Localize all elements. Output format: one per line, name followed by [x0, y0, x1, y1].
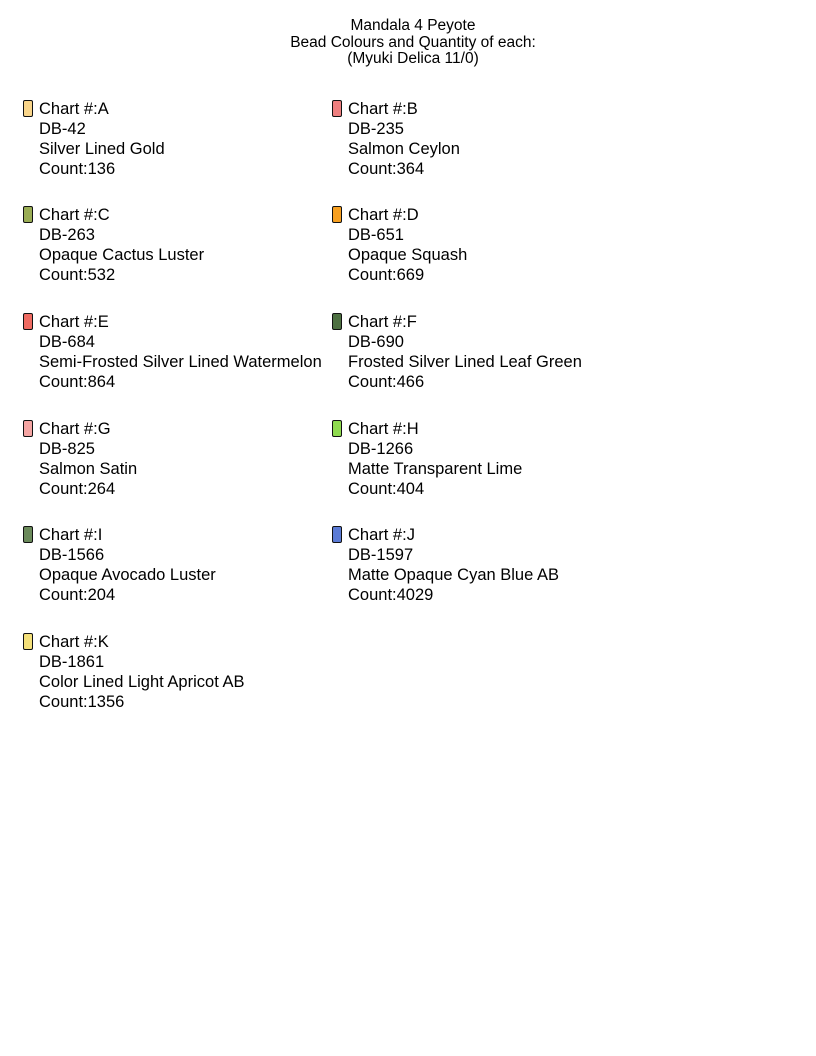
chart-label: Chart #:E — [39, 313, 109, 331]
bead-code: DB-690 — [348, 333, 404, 351]
chart-label: Chart #:F — [348, 313, 417, 331]
page-header — [0, 18, 816, 68]
bead-entry-i — [39, 525, 216, 605]
bead-code: DB-684 — [39, 333, 95, 351]
bead-entry-b — [348, 99, 460, 179]
bead-name: Matte Opaque Cyan Blue AB — [348, 566, 559, 584]
chart-label: Chart #:B — [348, 100, 418, 118]
bead-name: Silver Lined Gold — [39, 140, 165, 158]
bead-name: Opaque Avocado Luster — [39, 566, 216, 584]
page-note: (Myuki Delica 11/0) — [347, 50, 479, 67]
color-swatch — [23, 206, 33, 223]
color-swatch — [332, 100, 342, 117]
bead-count: Count:404 — [348, 480, 425, 498]
bead-name: Opaque Cactus Luster — [39, 246, 205, 264]
color-swatch — [332, 206, 342, 223]
bead-code: DB-1566 — [39, 546, 105, 564]
color-swatch — [23, 526, 33, 543]
bead-count: Count:466 — [348, 373, 425, 391]
bead-name: Semi-Frosted Silver Lined Watermelon — [39, 353, 322, 371]
bead-code: DB-825 — [39, 440, 95, 458]
bead-entry-a — [39, 99, 165, 179]
chart-label: Chart #:A — [39, 100, 109, 118]
bead-count: Count:532 — [39, 266, 116, 284]
chart-label: Chart #:H — [348, 420, 419, 438]
chart-label: Chart #:D — [348, 206, 419, 224]
bead-count: Count:204 — [39, 586, 116, 604]
bead-name: Frosted Silver Lined Leaf Green — [348, 353, 582, 371]
bead-code: DB-651 — [348, 226, 404, 244]
bead-count: Count:864 — [39, 373, 116, 391]
bead-name: Opaque Squash — [348, 246, 468, 264]
bead-name: Salmon Satin — [39, 460, 138, 478]
bead-code: DB-1861 — [39, 653, 105, 671]
chart-label: Chart #:C — [39, 206, 110, 224]
color-swatch — [23, 100, 33, 117]
bead-entry-d — [348, 205, 467, 285]
bead-entry-g — [39, 419, 137, 499]
bead-entry-f — [348, 312, 582, 392]
bead-count: Count:264 — [39, 480, 116, 498]
bead-code: DB-1266 — [348, 440, 414, 458]
bead-code: DB-235 — [348, 120, 404, 138]
color-swatch — [332, 313, 342, 330]
bead-count: Count:1356 — [39, 693, 125, 711]
bead-name: Matte Transparent Lime — [348, 460, 523, 478]
bead-count: Count:669 — [348, 266, 425, 284]
bead-code: DB-1597 — [348, 546, 414, 564]
bead-entry-k — [39, 632, 244, 712]
bead-count: Count:4029 — [348, 586, 434, 604]
color-swatch — [23, 313, 33, 330]
bead-entry-e — [39, 312, 322, 392]
chart-label: Chart #:K — [39, 633, 109, 651]
page-title: Mandala 4 Peyote — [350, 17, 476, 34]
chart-label: Chart #:J — [348, 526, 415, 544]
bead-entry-c — [39, 205, 204, 285]
bead-code: DB-263 — [39, 226, 95, 244]
color-swatch — [23, 420, 33, 437]
chart-label: Chart #:I — [39, 526, 103, 544]
bead-entry-h — [348, 419, 522, 499]
color-swatch — [332, 420, 342, 437]
bead-name: Salmon Ceylon — [348, 140, 460, 158]
bead-name: Color Lined Light Apricot AB — [39, 673, 245, 691]
color-swatch — [23, 633, 33, 650]
bead-entry-j — [348, 525, 559, 605]
bead-count: Count:364 — [348, 160, 425, 178]
bead-count: Count:136 — [39, 160, 116, 178]
chart-label: Chart #:G — [39, 420, 111, 438]
bead-code: DB-42 — [39, 120, 86, 138]
color-swatch — [332, 526, 342, 543]
page-subtitle: Bead Colours and Quantity of each: — [290, 33, 536, 51]
